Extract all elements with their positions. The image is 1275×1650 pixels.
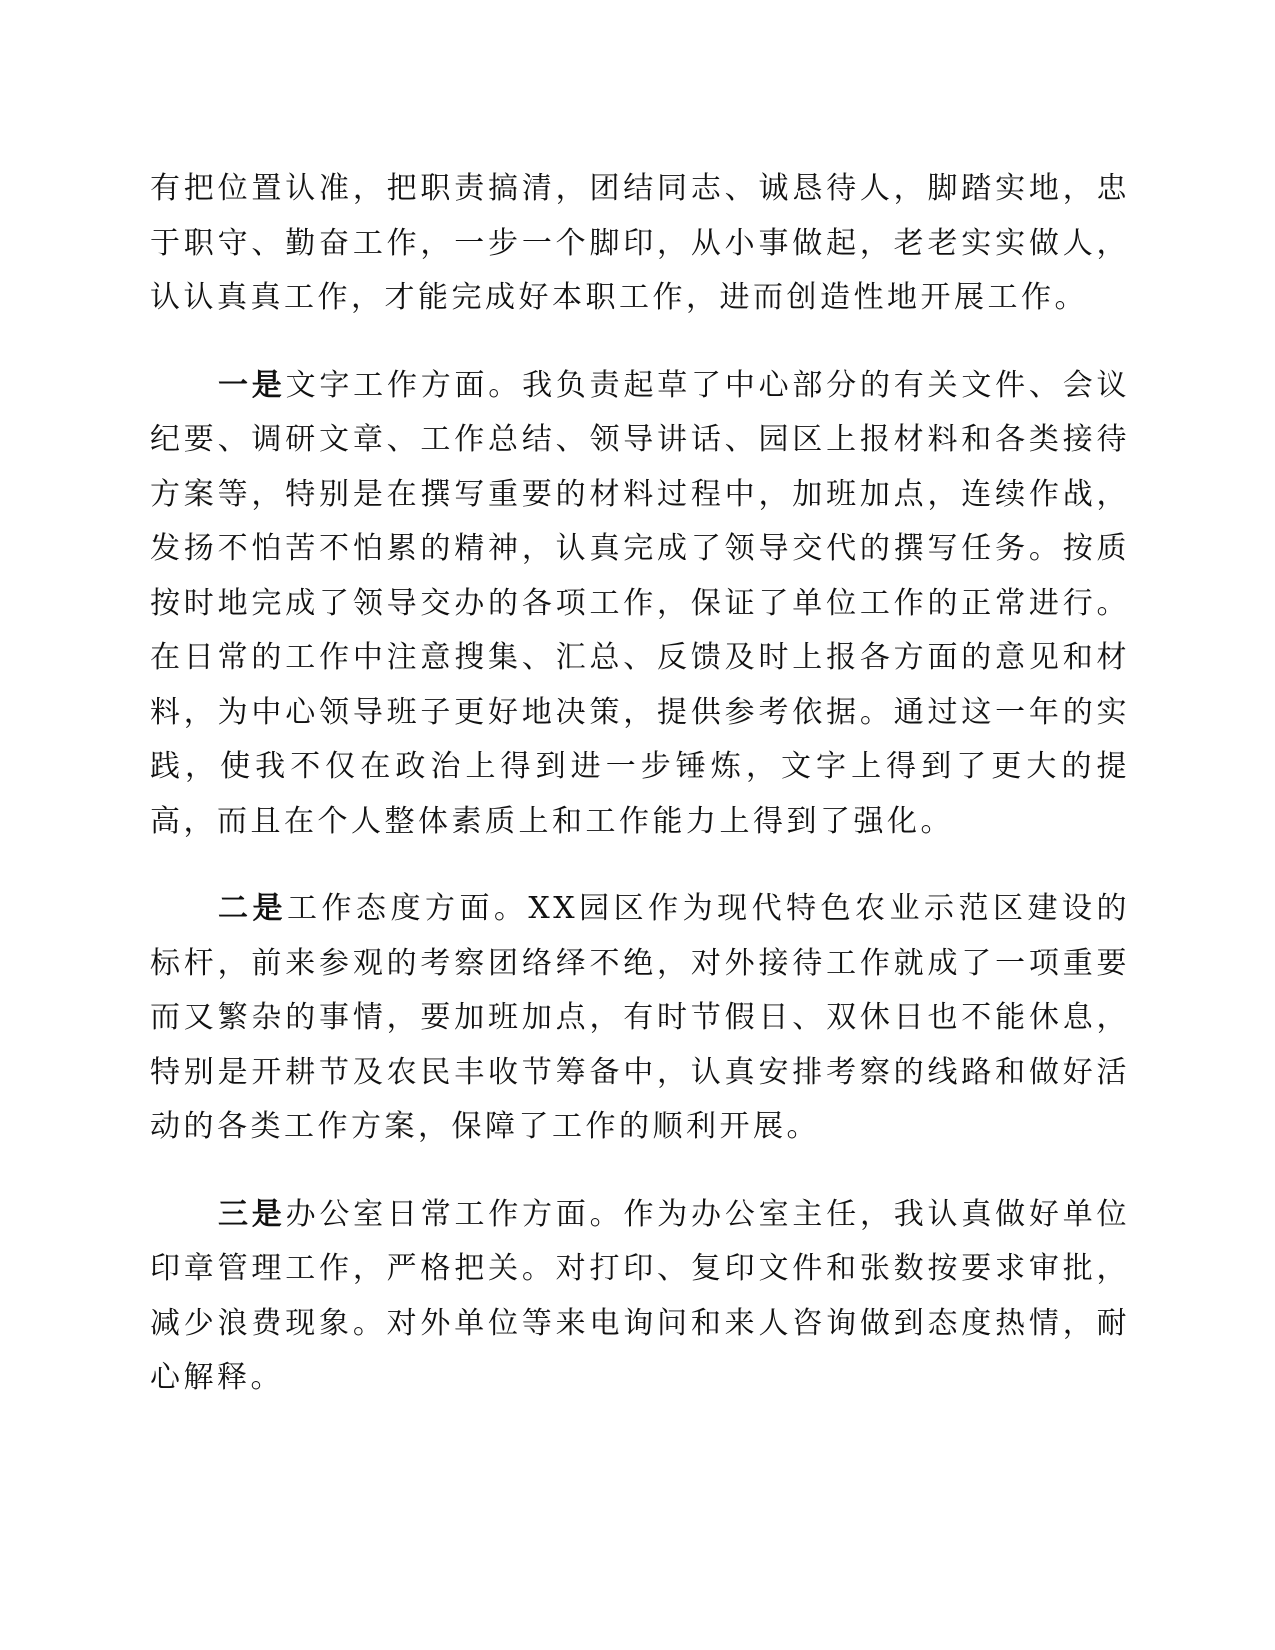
paragraph-text: 办公室日常工作方面。作为办公室主任，我认真做好单位印章管理工作，严格把关。对打印、复印文件和张数按要求审批，减少浪费现象。对外单位等来电询问和来人咨询做到态度热情，耐心解释。	[150, 1196, 1131, 1395]
paragraph-text: 有把位置认准，把职责搞清，团结同志、诚恳待人，脚踏实地，忠于职守、勤奋工作，一步一个脚印，从小事做起，老老实实做人，认认真真工作，才能完成好本职工作，进而创造性地开展工作。	[150, 171, 1130, 315]
paragraph-lead: 二是	[218, 891, 287, 926]
paragraph-continuation	[150, 162, 1130, 326]
document-body	[150, 162, 1130, 1439]
paragraph-lead: 一是	[218, 367, 286, 403]
paragraph-office-routine	[150, 1188, 1130, 1406]
paragraph-text: 工作态度方面。XX园区作为现代特色农业示范区建设的标杆，前来参观的考察团络绎不绝，对外接待工作就成了一项重要而又繁杂的事情，要加班加点，有时节假日、双休日也不能休息，特别是开耕节及农民丰收节筹备中，认真安排考察的线路和做好活动的各类工作方案，保障了工作的顺利开展。	[150, 891, 1130, 1144]
paragraph-writing-work	[150, 359, 1130, 850]
paragraph-lead: 三是	[218, 1196, 286, 1232]
paragraph-work-attitude	[150, 882, 1130, 1155]
paragraph-text: 文字工作方面。我负责起草了中心部分的有关文件、会议纪要、调研文章、工作总结、领导讲话、园区上报材料和各类接待方案等，特别是在撰写重要的材料过程中，加班加点，连续作战，发扬不怕苦不怕累的精神，认真完成了领导交代的撰写任务。按质按时地完成了领导交办的各项工作，保证了单位工作的正常进行。在日常的工作中注意搜集、汇总、反馈及时上报各方面的意见和材料，为中心领导班子更好地决策，提供参考依据。通过这一年的实践，使我不仅在政治上得到进一步锤炼，文字上得到了更大的提高，而且在个人整体素质上和工作能力上得到了强化。	[150, 367, 1131, 839]
